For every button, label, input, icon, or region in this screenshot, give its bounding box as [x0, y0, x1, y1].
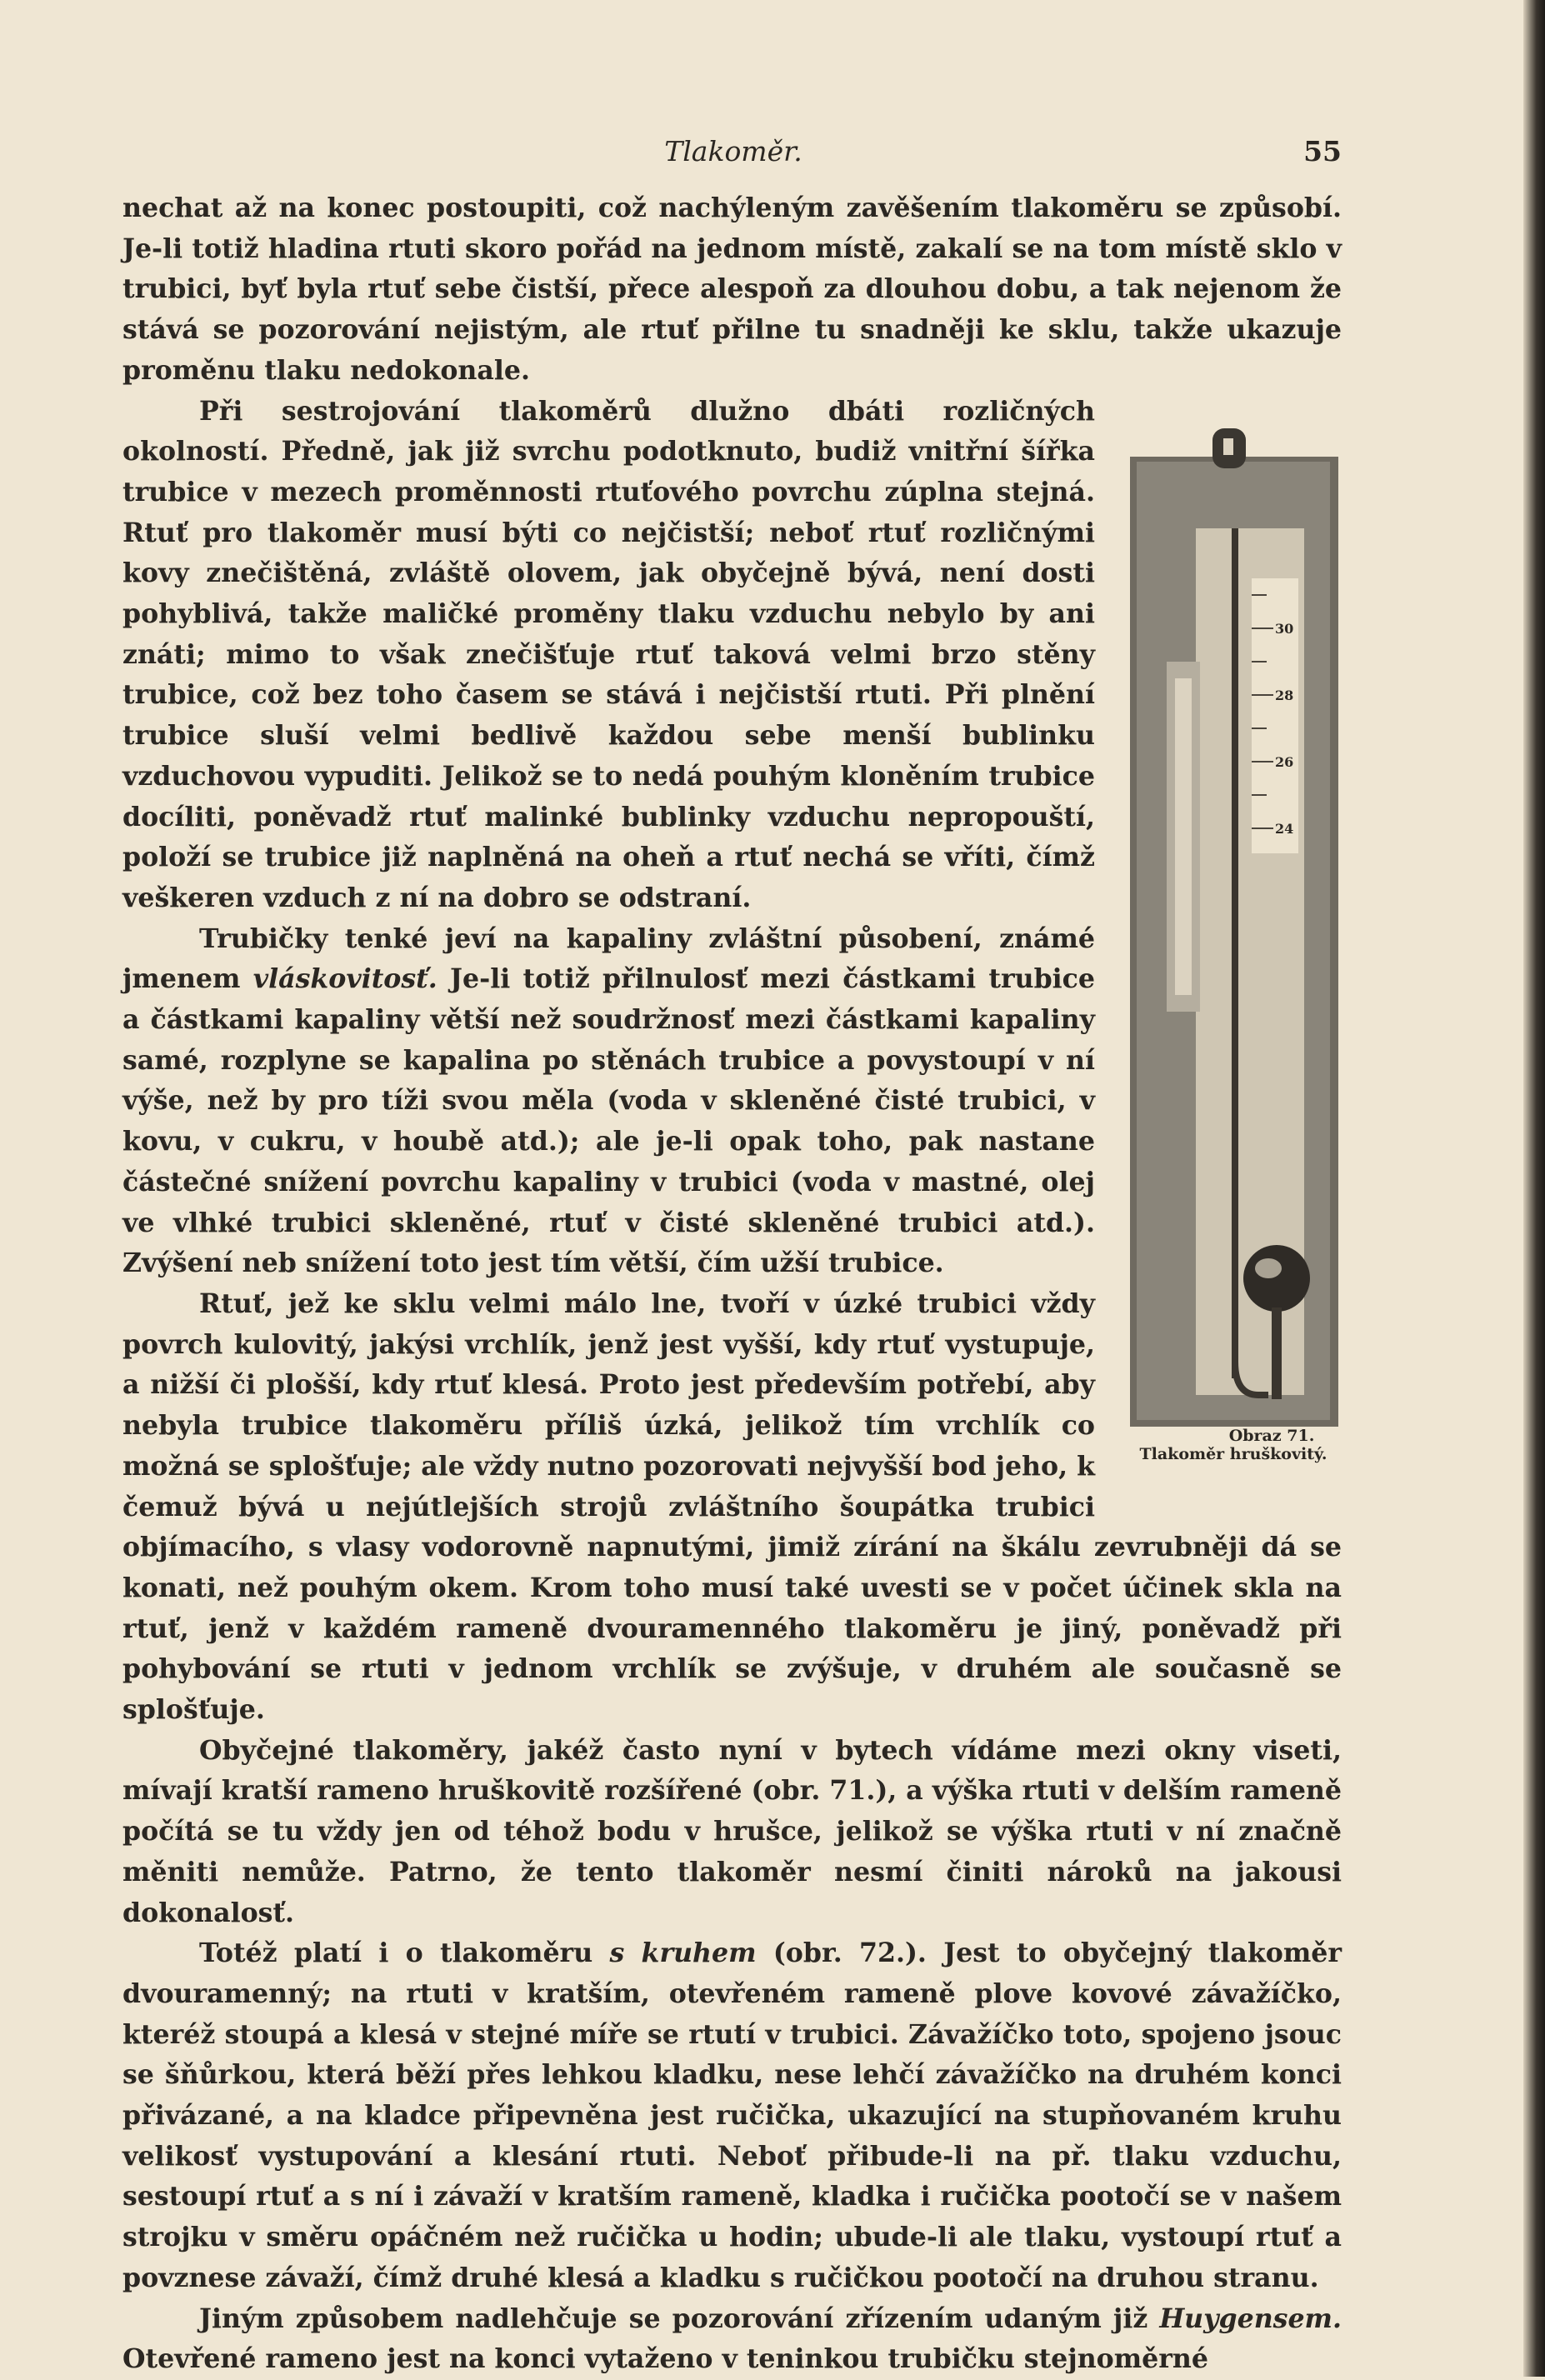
- paragraph-7-text-b: Otevřené rameno jest na konci vytaženo v teninkou trubičku stejnoměrné: [122, 2343, 1208, 2375]
- barometer-illustration: [1125, 428, 1342, 1437]
- paragraph-1: nechat až na konec postoupiti, což nachýleným zavěšením tlakoměru se způsobí. Je-li totiž hladina rtuti skoro pořád na jednom místě, zakalí se na tom místě sklo v trubici, byť byla rtuť sebe čistší, přece alespoň za dlouhou dobu, a tak nejenom že stává se pozorování nejistým, ale rtuť přilne tu snadněji ke sklu, takže ukazuje proměnu tlaku nedokonale.: [122, 192, 1342, 386]
- scale-mark-30: 30: [1275, 620, 1294, 637]
- paragraph-2-text: Při sestrojování tlakoměrů dlužno dbáti rozličných okolností. Předně, jak již svrchu podotknuto, budiž vnitřní šířka trubice v mezech proměnnosti rtuťového povrchu zúplna stejná. Rtuť pro tlakoměr musí býti co nejčistší; neboť rtuť rozličnými kovy znečištěná, zvláště olovem, jak obyčejně bývá, není dosti pohyblivá, takže maličké proměny tlaku vzduchu nebylo by ani znáti; mimo to však znečišťuje rtuť taková velmi brzo stěny trubice, což bez toho časem se stává i nejčistší rtuti. Při plnění trubice sluší velmi bedlivě každou sebe menší bublinku vzduchovou vypuditi. Jelikož se to nedá pouhým kloněním trubice docíliti, poněvadž rtuť malinké bublinky vzduchu nepropouští, položí se trubice již naplněná na oheň a rtuť nechá se vříti, čímž veškeren vzduch z ní na dobro se odstraní.: [122, 395, 1095, 913]
- paragraph-7: [122, 2299, 1342, 2380]
- running-title: Tlakoměr.: [664, 135, 802, 168]
- page-edge: [1523, 0, 1545, 2377]
- term-s-kruhem: s kruhem: [609, 1938, 757, 1969]
- paragraph-4: Rtuť, jež ke sklu velmi málo lne, tvoří v úzké trubici vždy povrch kulovitý, jakýsi vrchlík, jenž jest vyšší, kdy rtuť vystupuje, a nižší či plošší, kdy rtuť klesá. Proto jest především potřebí, aby nebyla trubice tlakoměru příliš úzká, jelikož tím vrchlík co možná se splošťuje; ale vždy nutno pozorovati nejvyšší bod jeho, k čemuž bývá u nejútlejších strojů zvláštního šoupátka trubici objímacího, s vlasy vodorovně napnutými, jimiž zírání na škálu zevrubněji dá se konati, než pouhým okem. Krom toho musí také uvesti se v počet účinek skla na rtuť, jenž v každém rameně dvouramenného tlakoměru je jiný, poněvadž při pohybování se rtuti v jednom vrchlík se zvýšuje, v druhém ale současně se splošťuje.: [122, 1288, 1342, 1726]
- paragraph-3-text-b: Je-li totiž přilnulosť mezi částkami trubice a částkami kapaliny větší než soudržnosť mezi částkami kapaliny samé, rozplyne se kapalina po stěnách trubice a povystoupí v ní výše, než by pro tíži svou měla (voda v skleněné čisté trubici, v kovu, v cukru, v houbě atd.); ale je-li opak toho, pak nastane částečné snížení povrchu kapaliny v trubici (voda v mastné, olej ve vlhké trubici skleněné, rtuť v čisté skleněné trubici atd.). Zvýšení neb snížení toto jest tím větší, čím užší trubice.: [122, 963, 1096, 1279]
- scale-mark-26: 26: [1275, 753, 1294, 770]
- figure-71: [1125, 428, 1342, 1512]
- scale-mark-28: 28: [1275, 687, 1294, 703]
- name-huygens: Huygensem.: [1159, 2302, 1342, 2334]
- paragraph-6-text-b: (obr. 72.). Jest to obyčejný tlakoměr dvouramenný; na rtuti v kratším, otevřeném rameně plove kovové závažíčko, kteréž stoupá a klesá v stejné míře se rtutí v trubici. Závažíčko toto, spojeno jsouc se šňůrkou, která běží přes lehkou kladku, nese lehčí závažíčko na druhém konci přivázané, a na kladce připevněna jest ručička, ukazující na stupňovaném kruhu velikosť vystupování a klesání rtuti. Neboť přibude-li na př. tlaku vzduchu, sestoupí rtuť a s ní i závaží v kratším rameně, kladka i ručička pootočí se v našem strojku v směru opáčném než ručička u hodin; ubude-li ale tlaku, vystoupí rtuť a povznese závaží, čímž druhé klesá a kladku s ručičkou pootočí na druhou stranu.: [122, 1938, 1342, 2293]
- page-header: [125, 133, 1342, 175]
- page-number: 55: [1303, 135, 1342, 168]
- figure-caption: Obraz 71. Tlakoměr hruškovitý.: [1139, 1426, 1328, 1463]
- paragraph-3-text-a: Trubičky tenké jeví na kapaliny zvláštní působení, známé jmenem: [122, 922, 1095, 995]
- body-text: [122, 188, 1342, 2380]
- paragraph-6: [122, 1933, 1342, 2298]
- paragraph-6-text-a: Totéž platí i o tlakoměru: [199, 1938, 610, 1969]
- paragraph-7-text-a: Jiným způsobem nadlehčuje se pozorování zřízením udaným již: [199, 2302, 1160, 2334]
- term-vlaskovitost: vláskovitosť.: [252, 963, 438, 995]
- paragraph-5: Obyčejné tlakoměry, jakéž často nyní v bytech vídáme mezi okny viseti, mívají kratší rameno hruškovitě rozšířené (obr. 71.), a výška rtuti v delším rameně počítá se tu vždy jen od téhož bodu v hrušce, jelikož se výška rtuti v ní značně měniti nemůže. Patrno, že tento tlakoměr nesmí činiti nároků na jakousi dokonalosť.: [122, 1734, 1342, 1928]
- scale-mark-24: 24: [1275, 820, 1294, 837]
